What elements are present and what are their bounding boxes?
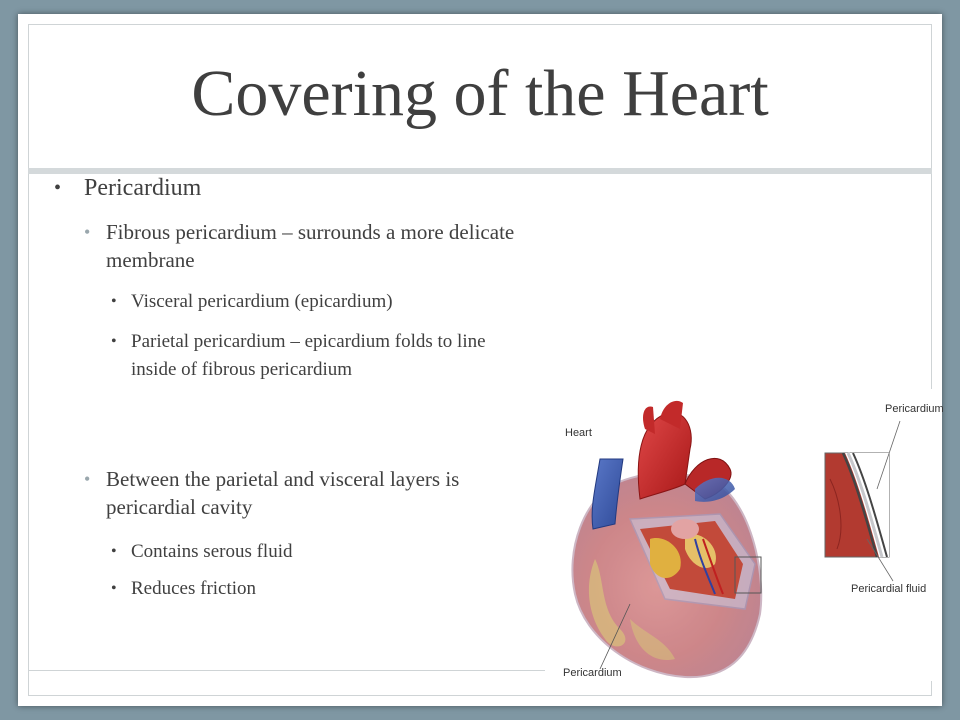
label-pericardial-fluid: Pericardial fluid bbox=[851, 583, 927, 595]
label-pericardium: Pericardium bbox=[563, 667, 622, 679]
bullet-dot: • bbox=[84, 222, 91, 242]
bullet-dot: • bbox=[111, 580, 117, 597]
bullet-friction: • Reduces friction bbox=[131, 575, 521, 603]
bullet-pericardium: • Pericardium bbox=[54, 175, 202, 201]
inset-magnified bbox=[825, 421, 900, 581]
bullet-dot: • bbox=[84, 469, 91, 489]
label-pericardium-inset: Pericardium bbox=[885, 403, 944, 415]
bullet-dot: • bbox=[111, 543, 117, 560]
bullet-visceral: • Visceral pericardium (epicardium) bbox=[131, 288, 521, 316]
bullet-serous-fluid: • Contains serous fluid bbox=[131, 538, 521, 566]
slide-title: Covering of the Heart bbox=[191, 57, 769, 130]
bullet-cavity: • Between the parietal and visceral layers is pericardial cavity bbox=[84, 467, 460, 519]
bullet-dot: • bbox=[111, 333, 117, 350]
slide bbox=[18, 14, 942, 706]
heart-illustration bbox=[545, 389, 944, 681]
bullet-dot: • bbox=[111, 293, 117, 310]
label-heart: Heart bbox=[565, 427, 592, 439]
bullet-dot: • bbox=[54, 177, 62, 199]
bullet-fibrous: • Fibrous pericardium – surrounds a more delicate membrane bbox=[84, 220, 515, 272]
bullet-parietal: • Parietal pericardium – epicardium folds to line inside of fibrous pericardium bbox=[131, 328, 521, 384]
heart-drawing bbox=[545, 389, 938, 681]
